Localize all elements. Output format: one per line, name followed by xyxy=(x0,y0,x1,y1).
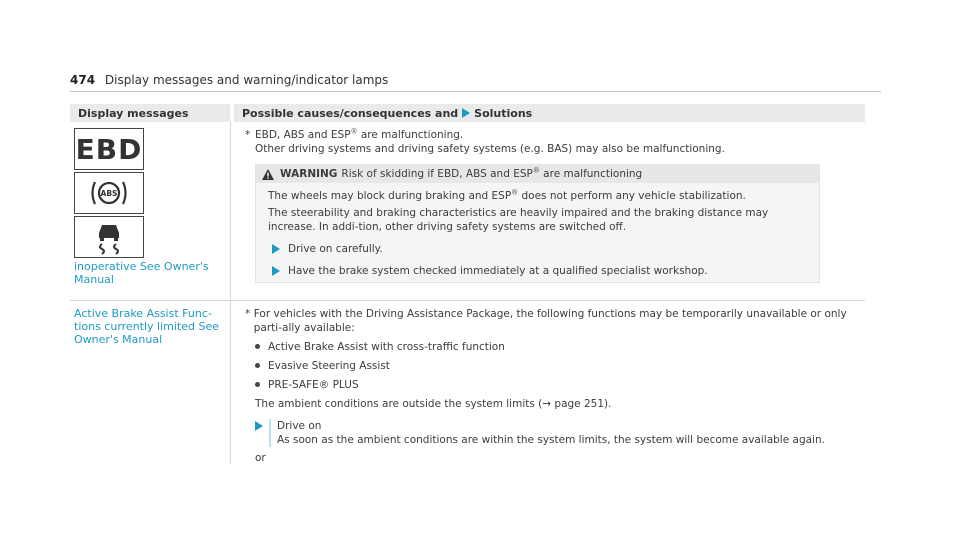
list-item: Evasive Steering Assist xyxy=(255,359,865,373)
table-row xyxy=(70,122,865,301)
list-item: Active Brake Assist with cross-traffic function xyxy=(255,340,865,354)
step-drive-carefully: Drive on carefully. xyxy=(268,242,819,256)
play-arrow-icon xyxy=(462,108,470,118)
table-row xyxy=(70,301,865,464)
header-divider xyxy=(70,91,881,92)
ebd-lamp-icon: EBD xyxy=(74,128,144,170)
col-causes-solutions: Possible causes/consequences and Solutions xyxy=(242,106,533,120)
message-inoperative: inoperative See Owner's Manual xyxy=(74,260,209,286)
abs-lamp-icon xyxy=(74,172,144,214)
table-header xyxy=(70,104,865,122)
step-check-brakes: Have the brake system checked immediately at a qualified specialist workshop. xyxy=(268,264,819,278)
function-list xyxy=(255,340,865,392)
page-title: Display messages and warning/indicator lamps xyxy=(104,73,389,87)
cause-cell: * For vehicles with the Driving Assistance Package, the following functions may be temporarily unavailable or only parti-ally available: Active Brake Assist with cross-traffic function Evasive Steering Assist PRE-SAFE® PLUS The ambient conditions are outside the system limits (→ page 251). Drive on As soon as the ambient conditions are within the system limits, the system will become available again. or xyxy=(231,301,865,464)
other-systems-text: Other driving systems and driving safety systems (e.g. BAS) may also be malfunctioning. xyxy=(255,143,725,155)
step-drive-on: Drive on As soon as the ambient conditions are within the system limits, the system will become available again. xyxy=(255,419,865,447)
or-text: or xyxy=(255,452,266,464)
ambient-text: The ambient conditions are outside the system limits (→ page 251). xyxy=(255,398,612,410)
play-arrow-icon xyxy=(272,244,280,254)
message-cell xyxy=(70,301,230,464)
warning-triangle-icon xyxy=(262,169,274,180)
message-cell xyxy=(70,122,230,300)
esp-off-lamp-icon xyxy=(74,216,144,258)
page-number: 474 xyxy=(70,73,96,87)
warning-box: WARNING Risk of skidding if EBD, ABS and ESP® are malfunctioning The wheels may block during braking and ESP® does not perform any vehicle stabilization. The steerability and braking characteristics are heavily impaired and the braking distance may increase. In addi-tion, other driving safety systems are switched off. Drive on carefully. Have the brake system checked immediately at a qualified specialist workshop. xyxy=(255,164,820,283)
play-arrow-icon xyxy=(272,266,280,276)
messages-table xyxy=(70,104,865,464)
page-header xyxy=(70,73,388,87)
list-item: PRE-SAFE® PLUS xyxy=(255,378,865,392)
play-arrow-icon xyxy=(255,421,263,431)
message-active-brake-assist: Active Brake Assist Func-tions currently limited See Owner's Manual xyxy=(74,307,220,346)
cause-cell: * EBD, ABS and ESP® are malfunctioning. Other driving systems and driving safety systems (e.g. BAS) may also be malfunctioning. WARNING Risk of skidding if EBD, ABS and ESP® are malfunctioning The wheels may block during braking and ESP® does not perform any vehicle stabilization. The steerability and braking characteristics are heavily impaired and the braking distance may increase. In addi-tion, other driving safety systems are switched off. Drive on carefully. Have the brake system checked immediately at a qualified specialist workshop. xyxy=(231,122,865,300)
col-display-messages: Display messages xyxy=(78,106,189,120)
svg-text:ABS: ABS xyxy=(100,189,118,198)
